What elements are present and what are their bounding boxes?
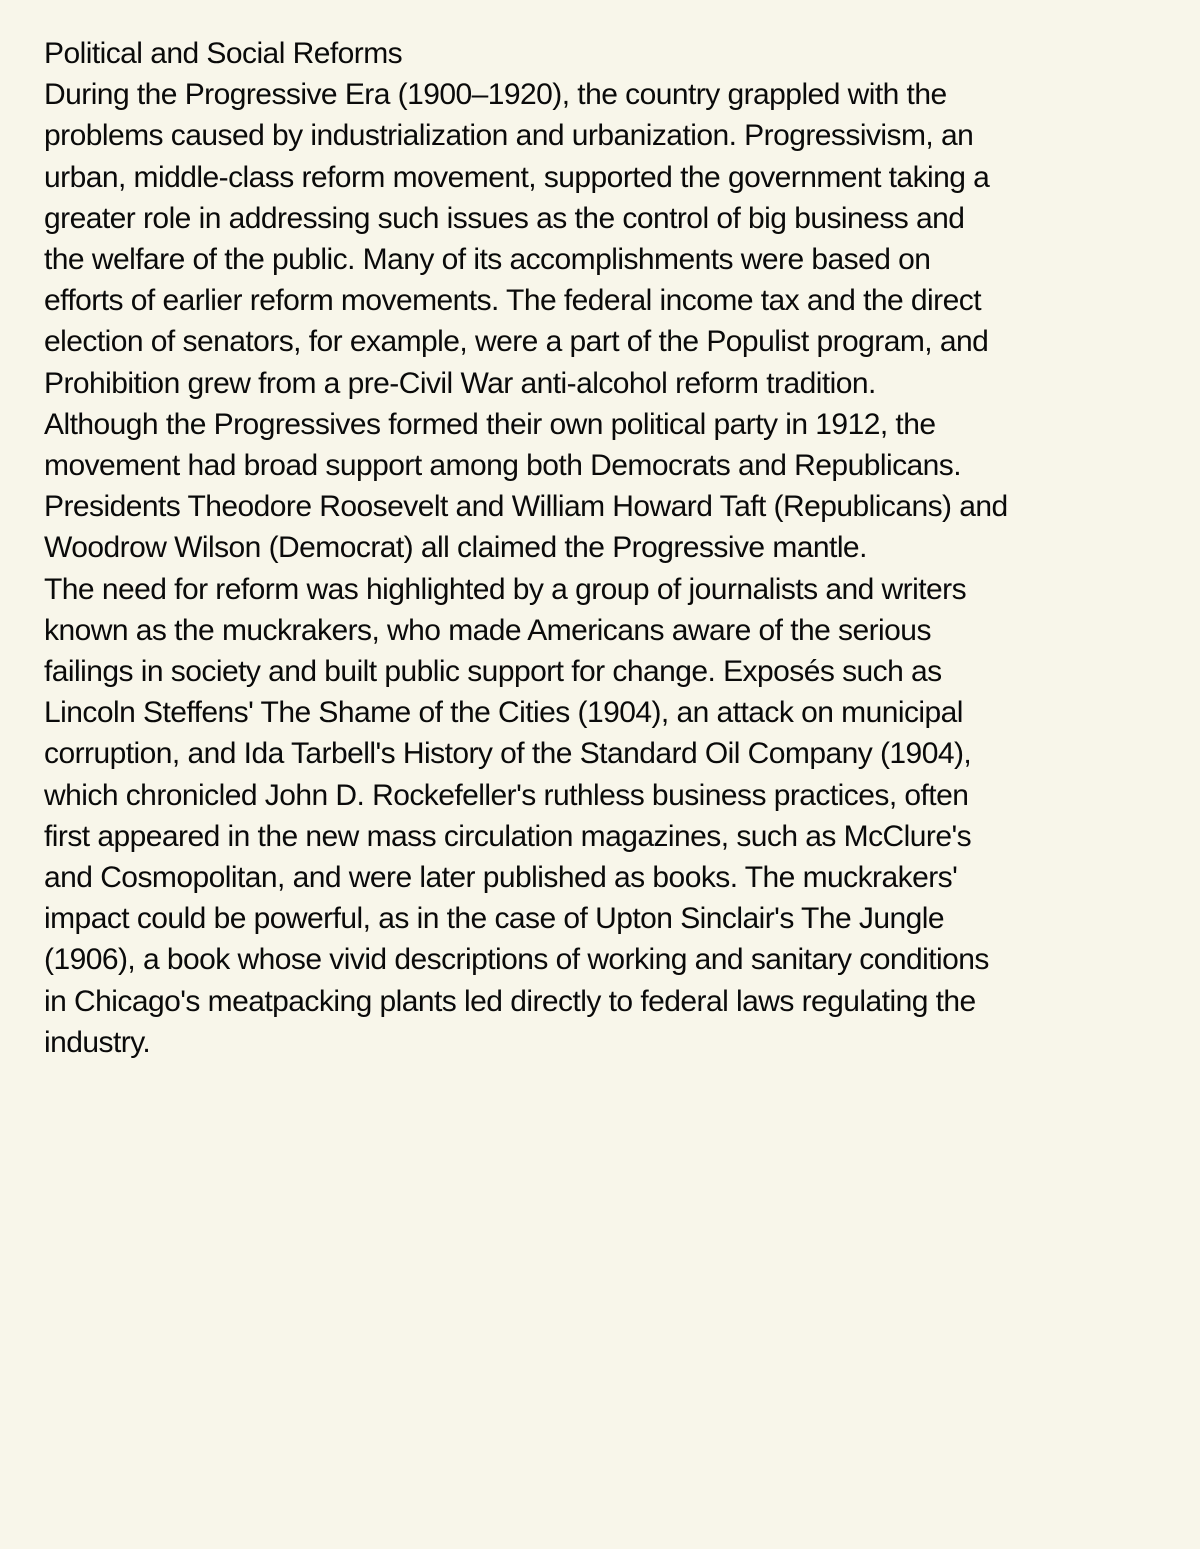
text-line: failings in society and built public support for change. Exposés such as [44,655,942,689]
text-line: Woodrow Wilson (Democrat) all claimed the Progressive mantle. [44,531,867,565]
text-line: efforts of earlier reform movements. The federal income tax and the direct [44,284,981,318]
text-line: urban, middle-class reform movement, supported the government taking a [44,160,990,194]
text-line: movement had broad support among both Democrats and Republicans. [44,449,962,483]
text-line: industry. [44,1025,151,1059]
text-line: impact could be powerful, as in the case of Upton Sinclair's The Jungle [44,902,944,936]
paragraph-progressive-era [44,74,1200,404]
paragraph-political-party [44,404,1200,569]
text-line: in Chicago's meatpacking plants led directly to federal laws regulating the [44,984,976,1018]
text-line: known as the muckrakers, who made Americans aware of the serious [44,613,931,647]
text-line: Prohibition grew from a pre-Civil War anti-alcohol reform tradition. [44,366,876,400]
document-title: Political and Social Reforms [44,37,403,70]
text-line: During the Progressive Era (1900–1920), the country grappled with the [44,78,947,112]
text-line: Lincoln Steffens' The Shame of the Cities (1904), an attack on municipal [44,696,963,730]
text-line: Although the Progressives formed their own political party in 1912, the [44,407,936,441]
text-line: greater role in addressing such issues as the control of big business and [44,201,965,235]
text-line: Presidents Theodore Roosevelt and William Howard Taft (Republicans) and [44,490,1008,524]
text-line: first appeared in the new mass circulation magazines, such as McClure's [44,819,972,853]
document-body [44,33,1200,1063]
text-line: the welfare of the public. Many of its accomplishments were based on [44,243,931,277]
text-line: which chronicled John D. Rockefeller's ruthless business practices, often [44,778,969,812]
paragraph-muckrakers [44,569,1200,1063]
text-line: corruption, and Ida Tarbell's History of the Standard Oil Company (1904), [44,737,972,771]
text-line: problems caused by industrialization and urbanization. Progressivism, an [44,119,974,153]
text-line: The need for reform was highlighted by a group of journalists and writers [44,572,967,606]
text-line: and Cosmopolitan, and were later published as books. The muckrakers' [44,861,958,895]
text-line: (1906), a book whose vivid descriptions of working and sanitary conditions [44,943,989,977]
text-line: election of senators, for example, were a part of the Populist program, and [44,325,989,359]
